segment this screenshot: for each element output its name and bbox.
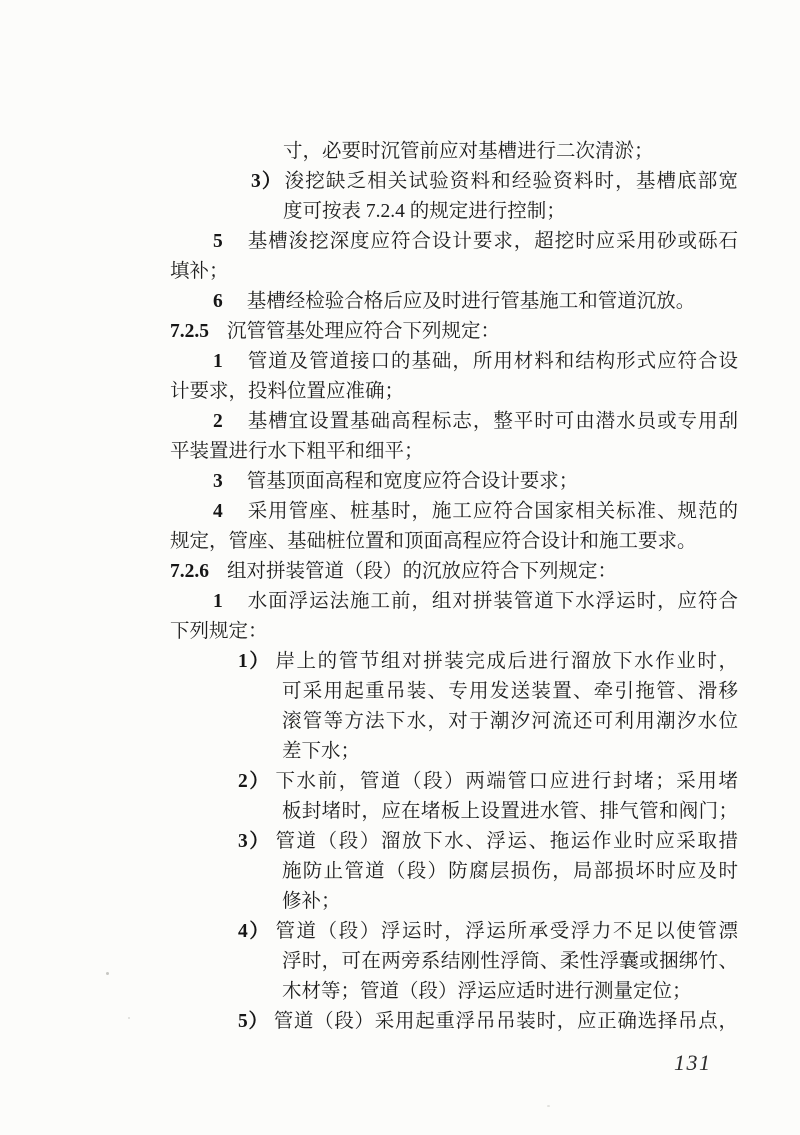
text-line xyxy=(170,707,738,737)
text-line xyxy=(170,347,738,377)
clause-text: 填补； xyxy=(170,261,229,282)
text-line xyxy=(170,737,738,767)
text-line xyxy=(170,857,738,887)
clause-text: 管道（段）浮运时，浮运所承受浮力不足以使管漂 xyxy=(275,921,738,942)
scan-speck xyxy=(128,1017,130,1019)
clause-text: 施防止管道（段）防腐层损伤，局部损坏时应及时 xyxy=(282,861,738,882)
clause-text: 可采用起重吊装、专用发送装置、牵引拖管、滑移 xyxy=(282,681,738,702)
text-block xyxy=(170,137,738,1037)
clause-text: 平装置进行水下粗平和细平； xyxy=(170,441,424,462)
text-line xyxy=(170,587,738,617)
text-line xyxy=(170,197,738,227)
clause-text: 下水前，管道（段）两端管口应进行封堵；采用堵 xyxy=(275,771,738,792)
text-line xyxy=(170,227,738,257)
clause-text: 规定，管座、基础桩位置和顶面高程应符合设计和施工要求。 xyxy=(170,531,697,552)
text-line xyxy=(170,167,738,197)
text-line xyxy=(170,497,738,527)
text-line xyxy=(170,617,738,647)
clause-number: 5 xyxy=(213,231,223,252)
clause-number: 2 xyxy=(213,411,223,432)
text-line xyxy=(170,677,738,707)
text-line xyxy=(170,467,738,497)
clause-number: 4） xyxy=(238,921,271,942)
clause-number: 3） xyxy=(238,831,271,852)
text-line xyxy=(170,947,738,977)
clause-number: 4 xyxy=(213,501,223,522)
clause-number: 5） xyxy=(238,1011,269,1032)
text-line xyxy=(170,1007,738,1037)
page-number: 131 xyxy=(674,1050,712,1075)
text-line xyxy=(170,557,738,587)
clause-text: 滚管等方法下水，对于潮汐河流还可利用潮汐水位 xyxy=(282,711,738,732)
clause-text: 修补； xyxy=(282,891,341,912)
clause-text: 管基顶面高程和宽度应符合设计要求； xyxy=(246,471,579,492)
clause-number: 7.2.5 xyxy=(170,321,209,342)
clause-number: 3） xyxy=(251,171,283,192)
clause-text: 度可按表 7.2.4 的规定进行控制； xyxy=(283,201,566,222)
clause-number: 1） xyxy=(238,651,271,672)
text-line xyxy=(170,317,738,347)
clause-text: 基槽宜设置基础高程标志，整平时可由潜水员或专用刮 xyxy=(246,411,738,432)
text-line xyxy=(170,437,738,467)
clause-text: 基槽浚挖深度应符合设计要求，超挖时应采用砂或砾石 xyxy=(246,231,738,252)
text-line xyxy=(170,287,738,317)
clause-text: 浚挖缺乏相关试验资料和经验资料时，基槽底部宽 xyxy=(284,171,738,192)
text-line xyxy=(170,257,738,287)
clause-text: 板封堵时，应在堵板上设置进水管、排气管和阀门； xyxy=(282,801,738,822)
clause-text: 管道（段）采用起重浮吊吊装时，应正确选择吊点， xyxy=(273,1011,738,1032)
scan-speck xyxy=(106,972,109,975)
text-line xyxy=(170,137,738,167)
clause-text: 管道及管道接口的基础，所用材料和结构形式应符合设 xyxy=(246,351,738,372)
clause-text: 基槽经检验合格后应及时进行管基施工和管道沉放。 xyxy=(246,291,696,312)
scan-speck xyxy=(547,1105,550,1107)
text-line xyxy=(170,827,738,857)
clause-text: 下列规定： xyxy=(170,621,268,642)
clause-text: 计要求，投料位置应准确； xyxy=(170,381,405,402)
text-line xyxy=(170,887,738,917)
clause-text: 木材等；管道（段）浮运应适时进行测量定位； xyxy=(282,981,692,1002)
text-line xyxy=(170,377,738,407)
clause-text: 水面浮运法施工前，组对拼装管道下水浮运时，应符合 xyxy=(246,591,738,612)
clause-number: 7.2.6 xyxy=(170,561,209,582)
clause-text: 组对拼装管道（段）的沉放应符合下列规定： xyxy=(227,561,618,582)
clause-text: 岸上的管节组对拼装完成后进行溜放下水作业时， xyxy=(275,651,738,672)
clause-text: 寸，必要时沉管前应对基槽进行二次清淤； xyxy=(283,141,654,162)
clause-text: 差下水； xyxy=(282,741,361,762)
clause-number: 1 xyxy=(213,591,223,612)
clause-text: 采用管座、桩基时，施工应符合国家相关标准、规范的 xyxy=(246,501,738,522)
text-line xyxy=(170,977,738,1007)
clause-number: 2） xyxy=(238,771,271,792)
clause-text: 管道（段）溜放下水、浮运、拖运作业时应采取措 xyxy=(275,831,738,852)
text-line xyxy=(170,917,738,947)
text-line xyxy=(170,647,738,677)
clause-number: 3 xyxy=(213,471,223,492)
text-line xyxy=(170,797,738,827)
clause-text: 浮时，可在两旁系结刚性浮筒、柔性浮囊或捆绑竹、 xyxy=(282,951,738,972)
text-line xyxy=(170,767,738,797)
clause-number: 6 xyxy=(213,291,223,312)
text-line xyxy=(170,407,738,437)
clause-text: 沉管管基处理应符合下列规定： xyxy=(227,321,501,342)
clause-number: 1 xyxy=(213,351,223,372)
text-line xyxy=(170,527,738,557)
